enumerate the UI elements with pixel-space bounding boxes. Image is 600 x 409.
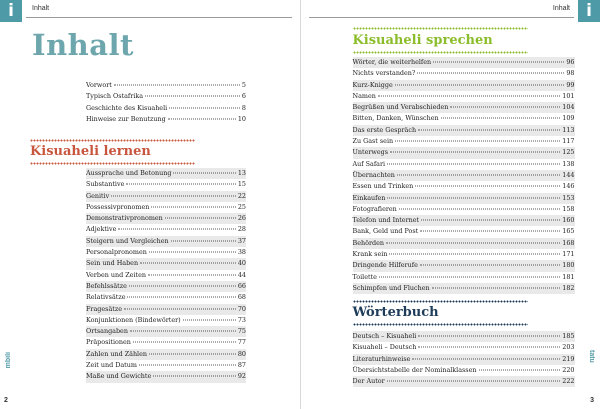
dot-leader [441,118,561,119]
toc-entry [86,304,246,315]
toc-entry [86,179,246,190]
toc-entry-title: Sein und Haben [86,259,139,268]
toc-entry [353,376,575,387]
section-dots-top [353,300,528,303]
toc-entry-title: Auf Safari [352,159,386,168]
toc-entry-title: Zu Gast sein [352,137,394,146]
toc-entry-page: 40 [237,259,246,268]
toc-entry-title: Geschichte des Kisuaheli [86,103,168,112]
toc-entry-page: 26 [237,214,246,223]
toc-entry-page: 22 [237,191,246,200]
toc-entry-page: 6 [241,92,246,101]
dot-leader [171,240,236,241]
toc-entry-page: 138 [562,159,575,168]
dot-leader [415,186,560,187]
section-dots-bottom [353,323,528,326]
toc-entry-title: Substantive [86,180,125,189]
toc-entry-page: 113 [562,125,575,134]
toc-entry [86,168,246,179]
section-dots-bottom [30,162,195,165]
toc-entry-title: Einkaufen [352,193,386,202]
toc-entry [86,292,246,303]
page-title: Inhalt [32,28,134,62]
toc-entry-page: 101 [562,91,575,100]
toc-entry-title: Maße und Gewichte [86,372,152,381]
toc-entry-page: 73 [237,315,246,324]
running-head: Inhalt [32,5,50,12]
dot-leader [379,276,560,277]
toc-entry [353,68,575,79]
dot-leader [149,252,236,253]
dot-leader [433,62,564,63]
right-page [301,0,600,409]
toc-entry-title: Wörter, die weiterhelfen [352,58,432,66]
dot-leader [151,206,236,207]
dot-leader [450,107,560,108]
toc-entry-page: 165 [562,227,575,236]
toc-entry [353,342,575,353]
toc-entry-title: Unterwegs [352,148,389,157]
toc-entry [86,258,246,269]
dot-leader [420,265,560,266]
toc-entry-page: 66 [237,281,246,290]
toc-entry-page: 219 [562,354,575,363]
toc-entry-title: Vorwort [86,81,112,89]
dot-leader [111,195,236,196]
woerterbuch-toc-list [353,331,575,387]
toc-entry-title: Hinweise zur Benutzung [86,114,166,123]
dot-leader [387,197,560,198]
toc-entry-page: 28 [237,225,246,234]
dot-leader [114,85,240,86]
toc-entry [353,204,575,215]
header-rule [26,17,292,18]
toc-entry-page: 13 [237,169,246,177]
toc-entry-page: 222 [562,377,575,386]
dot-leader [133,342,236,343]
toc-entry [86,270,246,281]
toc-entry-page: 158 [562,204,575,213]
toc-entry-title: Namen [352,91,376,100]
toc-entry-title: Relativsätze [86,293,126,302]
dot-leader [395,84,565,85]
info-i-icon: i [578,0,600,22]
toc-entry-page: 125 [562,148,575,157]
page-number: 2 [4,397,8,404]
dot-leader [183,319,236,320]
toc-entry [86,349,246,360]
toc-entry-page: 98 [566,69,575,78]
toc-entry [86,281,246,292]
toc-entry-title: Deutsch – Kisuaheli [352,332,417,340]
toc-entry-title: Essen und Trinken [352,182,414,191]
toc-entry-page: 37 [237,236,246,245]
section-title-sprechen: Kisuaheli sprechen [352,33,493,48]
toc-entry-title: Toilette [352,272,377,281]
toc-entry [353,226,575,237]
dot-leader [420,231,560,232]
dot-leader [418,336,560,337]
toc-entry-page: 117 [562,137,575,146]
toc-entry-title: Zeit und Datum [86,361,137,370]
toc-entry [353,57,575,68]
dot-leader [153,376,236,377]
toc-entry [86,247,246,258]
dot-leader [432,287,561,288]
toc-entry-page: 10 [237,114,246,123]
toc-entry [353,283,575,294]
toc-entry-page: 144 [562,170,575,179]
intro-toc-list [86,80,246,125]
toc-entry-title: Aussprache und Betonung [86,169,172,177]
toc-entry [86,202,246,213]
toc-entry-page: 87 [237,361,246,370]
toc-entry [86,114,246,125]
toc-entry-title: Übernachten [352,170,395,179]
toc-entry-title: Fotografieren [352,204,397,213]
dot-leader [412,358,560,359]
dot-leader [145,96,240,97]
dot-leader [399,208,560,209]
dot-leader [390,152,560,153]
toc-entry-title: Fragesätze [86,304,122,313]
toc-entry [86,191,246,202]
toc-entry-title: Steigern und Vergleichen [86,236,169,245]
section-dots-bottom [353,51,528,54]
section-dots-top [353,27,528,30]
toc-entry-page: 146 [562,182,575,191]
dot-leader [173,173,235,174]
toc-entry-title: Possessivpronomen [86,202,150,211]
toc-entry-page: 96 [566,58,575,66]
dot-leader [118,229,236,230]
dot-leader [397,174,560,175]
sprechen-toc-list [353,57,575,294]
toc-entry-title: Adjektive [86,225,117,234]
toc-entry-title: Übersichtstabelle der Nominalklassen [352,365,477,374]
toc-entry [86,315,246,326]
toc-entry [353,215,575,226]
toc-entry [353,91,575,102]
toc-entry [353,331,575,342]
toc-entry-title: Personalpronomen [86,248,147,257]
toc-entry-title: Demonstrativpronomen [86,214,163,223]
dot-leader [148,274,236,275]
dot-leader [169,107,240,108]
toc-entry-page: 70 [237,304,246,313]
lernen-toc-list [86,168,246,383]
toc-entry [353,238,575,249]
toc-entry [353,354,575,365]
toc-entry-title: Befehlssätze [86,281,127,290]
toc-entry-page: 92 [237,372,246,381]
toc-entry-title: Typisch Ostafrika [86,92,144,101]
toc-entry-title: Schimpfen und Fluchen [352,283,430,292]
section-dots-top [30,139,195,142]
header-rule [309,17,575,18]
toc-entry-page: 203 [562,343,575,352]
toc-entry-title: Behörden [352,238,384,247]
toc-entry-page: 44 [237,270,246,279]
toc-entry-title: Das erste Gespräch [352,125,417,134]
running-head: Inhalt [552,5,570,12]
toc-entry-title: Zahlen und Zählen [86,349,148,358]
toc-entry-title: Bitten, Danken, Wünschen [352,114,439,123]
toc-entry [353,170,575,181]
toc-entry-title: Präpositionen [86,338,131,347]
toc-entry [86,213,246,224]
dot-leader [126,184,235,185]
dot-leader [479,369,561,370]
dot-leader [124,308,236,309]
dot-leader [417,73,564,74]
toc-entry [353,102,575,113]
toc-entry-title: Verben und Zeiten [86,270,146,279]
section-title-woerterbuch: Wörterbuch [352,305,439,320]
toc-entry-page: 25 [237,202,246,211]
dot-leader [387,381,561,382]
toc-entry-title: Ortsangaben [86,327,128,336]
toc-entry [353,193,575,204]
toc-entry [86,337,246,348]
side-label: mbili [5,352,12,369]
toc-entry [353,80,575,91]
toc-entry-page: 80 [237,349,246,358]
dot-leader [139,365,236,366]
dot-leader [378,95,560,96]
dot-leader [129,285,236,286]
toc-entry [86,80,246,91]
toc-entry-title: Nichts verstanden? [352,69,416,78]
toc-entry-title: Literaturhinweise [352,354,411,363]
toc-entry-title: Bank, Geld und Post [352,227,419,236]
info-i-icon: i [0,0,22,22]
dot-leader [127,297,235,298]
dot-leader [165,218,236,219]
dot-leader [130,331,236,332]
toc-entry [86,360,246,371]
page-number: 3 [590,397,594,404]
dot-leader [140,263,236,264]
toc-entry [86,371,246,382]
toc-entry [353,181,575,192]
dot-leader [168,118,236,119]
dot-leader [395,141,560,142]
toc-entry [353,136,575,147]
toc-entry [86,224,246,235]
dot-leader [386,242,560,243]
toc-entry-page: 168 [562,238,575,247]
toc-entry [353,272,575,283]
section-title-lernen: Kisuaheli lernen [30,144,151,159]
toc-entry-page: 15 [237,180,246,189]
toc-entry-page: 153 [562,193,575,202]
toc-entry [353,113,575,124]
toc-entry-page: 181 [562,272,575,281]
toc-entry-title: Telefon und Internet [352,216,420,225]
side-label: tatu [588,350,595,363]
dot-leader [389,254,560,255]
toc-entry-page: 220 [562,365,575,374]
toc-entry-page: 8 [241,103,246,112]
dot-leader [387,163,560,164]
toc-entry-title: Kurz-Knigge [352,80,393,89]
dot-leader [149,353,236,354]
toc-entry-title: Dringende Hilferufe [352,261,418,270]
toc-entry-title: Konjunktionen (Bindewörter) [86,315,181,324]
toc-entry-page: 104 [562,103,575,112]
toc-entry-title: Der Autor [352,377,385,386]
toc-entry [86,326,246,337]
toc-entry-page: 99 [566,80,575,89]
toc-entry [86,103,246,114]
toc-entry [353,125,575,136]
toc-entry-title: Begrüßen und Verabschieden [352,103,449,112]
toc-entry [86,91,246,102]
toc-entry [353,365,575,376]
dot-leader [418,129,560,130]
toc-entry [86,236,246,247]
toc-entry-page: 68 [237,293,246,302]
toc-entry-page: 77 [237,338,246,347]
dot-leader [418,347,560,348]
toc-entry-title: Kisuaheli – Deutsch [352,343,417,352]
toc-entry-title: Krank sein [352,250,388,259]
toc-entry-page: 180 [562,261,575,270]
toc-entry [353,147,575,158]
toc-entry-page: 5 [241,81,246,89]
toc-entry-page: 171 [562,250,575,259]
toc-entry-page: 75 [237,327,246,336]
toc-entry-page: 185 [562,332,575,340]
dot-leader [421,220,560,221]
toc-entry-page: 109 [562,114,575,123]
toc-entry [353,260,575,271]
toc-entry-page: 38 [237,248,246,257]
toc-entry-page: 160 [562,216,575,225]
toc-entry-page: 182 [562,283,575,292]
toc-entry [353,159,575,170]
toc-entry-title: Genitiv [86,191,110,200]
toc-entry [353,249,575,260]
